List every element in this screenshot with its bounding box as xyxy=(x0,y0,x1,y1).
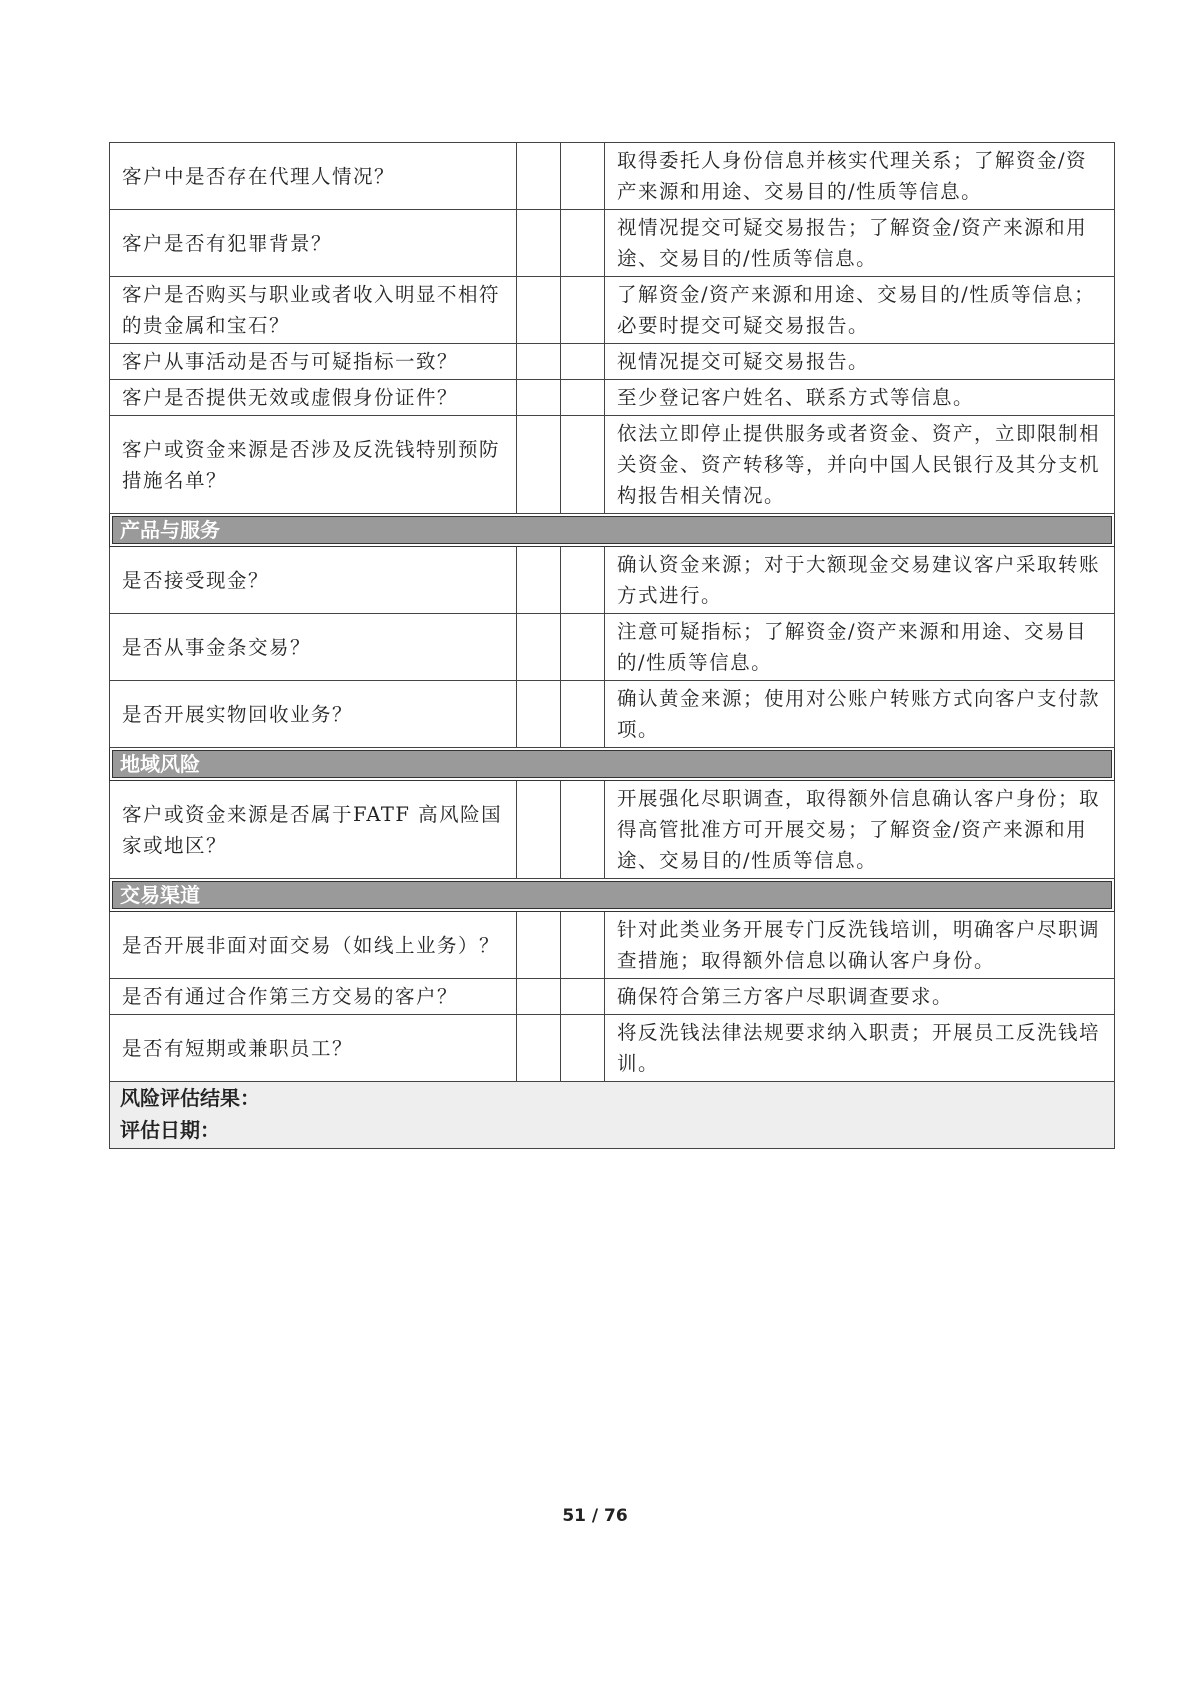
measure-cell: 取得委托人身份信息并核实代理关系；了解资金/资产来源和用途、交易目的/性质等信息。 xyxy=(605,143,1115,210)
no-check-cell[interactable] xyxy=(561,979,605,1015)
no-check-cell[interactable] xyxy=(561,547,605,614)
yes-check-cell[interactable] xyxy=(517,912,561,979)
section-title: 地域风险 xyxy=(110,748,1115,781)
table-row xyxy=(110,979,1115,1015)
question-cell: 是否有通过合作第三方交易的客户？ xyxy=(110,979,517,1015)
no-check-cell[interactable] xyxy=(561,344,605,380)
yes-check-cell[interactable] xyxy=(517,979,561,1015)
measure-cell: 确保符合第三方客户尽职调查要求。 xyxy=(605,979,1115,1015)
table-row xyxy=(110,344,1115,380)
question-cell: 是否从事金条交易？ xyxy=(110,614,517,681)
measure-cell: 开展强化尽职调查，取得额外信息确认客户身份；取得高管批准方可开展交易；了解资金/资产来源和用途、交易目的/性质等信息。 xyxy=(605,781,1115,879)
risk-result-label: 风险评估结果： xyxy=(120,1086,260,1110)
table-row xyxy=(110,1015,1115,1082)
question-cell: 客户中是否存在代理人情况？ xyxy=(110,143,517,210)
table-row xyxy=(110,547,1115,614)
measure-cell: 确认黄金来源；使用对公账户转账方式向客户支付款项。 xyxy=(605,681,1115,748)
table-row xyxy=(110,210,1115,277)
yes-check-cell[interactable] xyxy=(517,277,561,344)
table-row xyxy=(110,380,1115,416)
no-check-cell[interactable] xyxy=(561,781,605,879)
no-check-cell[interactable] xyxy=(561,143,605,210)
measure-cell: 视情况提交可疑交易报告。 xyxy=(605,344,1115,380)
question-cell: 是否开展实物回收业务？ xyxy=(110,681,517,748)
assessment-footer-row xyxy=(110,1082,1115,1149)
risk-assessment-sheet xyxy=(109,142,1114,1149)
measure-cell: 了解资金/资产来源和用途、交易目的/性质等信息；必要时提交可疑交易报告。 xyxy=(605,277,1115,344)
question-cell: 客户或资金来源是否属于FATF 高风险国家或地区？ xyxy=(110,781,517,879)
yes-check-cell[interactable] xyxy=(517,416,561,514)
yes-check-cell[interactable] xyxy=(517,547,561,614)
yes-check-cell[interactable] xyxy=(517,1015,561,1082)
no-check-cell[interactable] xyxy=(561,210,605,277)
section-header-row xyxy=(110,879,1115,912)
section-title: 产品与服务 xyxy=(110,514,1115,547)
measure-cell: 针对此类业务开展专门反洗钱培训，明确客户尽职调查措施；取得额外信息以确认客户身份。 xyxy=(605,912,1115,979)
question-cell: 客户是否有犯罪背景？ xyxy=(110,210,517,277)
table-row xyxy=(110,143,1115,210)
yes-check-cell[interactable] xyxy=(517,210,561,277)
no-check-cell[interactable] xyxy=(561,681,605,748)
table-row xyxy=(110,681,1115,748)
measure-cell: 注意可疑指标；了解资金/资产来源和用途、交易目的/性质等信息。 xyxy=(605,614,1115,681)
yes-check-cell[interactable] xyxy=(517,344,561,380)
measure-cell: 确认资金来源；对于大额现金交易建议客户采取转账方式进行。 xyxy=(605,547,1115,614)
table-row xyxy=(110,614,1115,681)
yes-check-cell[interactable] xyxy=(517,614,561,681)
question-cell: 客户从事活动是否与可疑指标一致？ xyxy=(110,344,517,380)
no-check-cell[interactable] xyxy=(561,416,605,514)
no-check-cell[interactable] xyxy=(561,912,605,979)
table-row xyxy=(110,912,1115,979)
page-number: 51 / 76 xyxy=(562,1506,628,1526)
assessment-date-label: 评估日期： xyxy=(120,1118,220,1142)
section-header-row xyxy=(110,748,1115,781)
yes-check-cell[interactable] xyxy=(517,681,561,748)
measure-cell: 视情况提交可疑交易报告；了解资金/资产来源和用途、交易目的/性质等信息。 xyxy=(605,210,1115,277)
section-header-row xyxy=(110,514,1115,547)
no-check-cell[interactable] xyxy=(561,1015,605,1082)
table-row xyxy=(110,416,1115,514)
question-cell: 是否接受现金？ xyxy=(110,547,517,614)
risk-assessment-table xyxy=(109,142,1115,1149)
measure-cell: 依法立即停止提供服务或者资金、资产，立即限制相关资金、资产转移等，并向中国人民银行及其分支机构报告相关情况。 xyxy=(605,416,1115,514)
question-cell: 是否开展非面对面交易（如线上业务）？ xyxy=(110,912,517,979)
yes-check-cell[interactable] xyxy=(517,143,561,210)
yes-check-cell[interactable] xyxy=(517,380,561,416)
assessment-footer xyxy=(110,1082,1115,1149)
no-check-cell[interactable] xyxy=(561,380,605,416)
measure-cell: 至少登记客户姓名、联系方式等信息。 xyxy=(605,380,1115,416)
question-cell: 客户是否购买与职业或者收入明显不相符的贵金属和宝石？ xyxy=(110,277,517,344)
no-check-cell[interactable] xyxy=(561,277,605,344)
table-row xyxy=(110,277,1115,344)
table-row xyxy=(110,781,1115,879)
question-cell: 客户是否提供无效或虚假身份证件？ xyxy=(110,380,517,416)
measure-cell: 将反洗钱法律法规要求纳入职责；开展员工反洗钱培训。 xyxy=(605,1015,1115,1082)
question-cell: 是否有短期或兼职员工？ xyxy=(110,1015,517,1082)
section-title: 交易渠道 xyxy=(110,879,1115,912)
yes-check-cell[interactable] xyxy=(517,781,561,879)
question-cell: 客户或资金来源是否涉及反洗钱特别预防措施名单？ xyxy=(110,416,517,514)
no-check-cell[interactable] xyxy=(561,614,605,681)
